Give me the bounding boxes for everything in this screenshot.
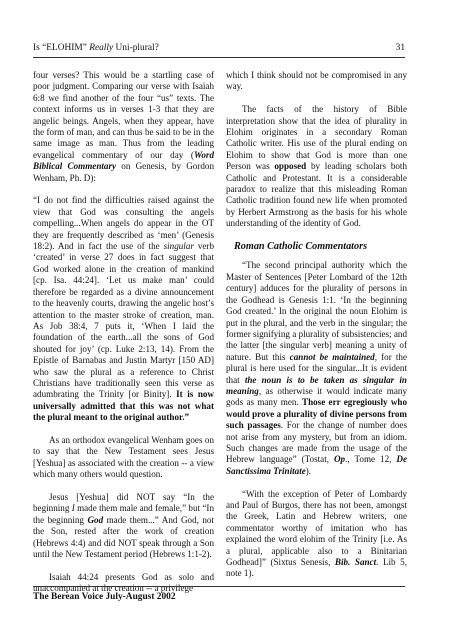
paragraph: As an orthodox evangelical Wenham goes on to say that the New Testament sees Jesus [Yeshua] as associated with the creation -- a view which many others would question. — [33, 434, 214, 480]
paragraph: four verses? This would be a startling case of poor judgment. Comparing our verse with Isaiah 6:8 we find another of the four “us” texts. The context informs us in verses 1-3 that they are angelic beings. Angels, when they appear, have the form of man, and can thus be said to be in the same image as man. Thus from the leading evangelical commentary of our day (Word Biblical Commentary on Genesis, by Gordon Wenham, Ph. D): — [33, 70, 215, 183]
footer-rule — [33, 586, 405, 587]
tostat-quote: “The second principal authority which the Master of Sentences [Peter Lombard of the 12th century] adduces for the plurality of persons in the Godhead is Genesis 1:1. ‘In the beginning God created.’ In the original the noun Elohim is put in the plural, and the verb in the singular; the former signifying a plurality of subsistencies; and the latter [the singular verb] meaning a unity of nature. But this cannot be maintained, for the plural is here used for the singular...It is evident that the noun is to be taken as singular in meaning, as otherwise it would indicate many gods as many men. Those err egregiously who would prove a plurality of divine persons from such passages. For the change of number does not arise from any mystery, but from an idiom. Such changes are made from the usage of the Hebrew language” (Tostat, Op., Tome 12, De Sanctissima Trinitate). — [226, 260, 407, 476]
running-header — [33, 43, 405, 53]
paragraph: Isaiah 44:24 presents God as solo and unaccompanied at the creation -- a privilege — [33, 571, 214, 594]
paragraph: Jesus [Yeshua] did NOT say “In the beginning I made them male and female,” but “In the beginning God made them...” And God, not the Son, rested after the work of creation (Hebrews 4:4) and did NOT speak through a Son until the New Testament period (Hebrews 1:1-2). — [33, 491, 214, 560]
left-column — [33, 70, 214, 595]
right-column — [226, 70, 407, 580]
paragraph: The facts of the history of Bible interpretation show that the idea of plurality in Elohim originates in a secondary Roman Catholic writer. His use of the plural ending on Elohim to show that God is more than one Person was opposed by leading scholars both Catholic and Protestant. It is a considerable paradox to realize that this misleading Roman Catholic tradition found new life when promoted by Herbert Armstrong as the basis for his whole understanding of the identity of God. — [226, 104, 407, 229]
wenham-quote: “I do not find the difficulties raised against the view that God was consulting the angels compelling...When angels do appear in the OT they are frequently described as ‘men’ (Genesis 18:2). And in fact the use of the singular verb ‘created’ in verse 27 does in fact suggest that God worked alone in the creation of mankind [cp. Isa. 44:24]. ‘Let us make man’ could therefore be regarded as a divine announcement to the heavenly courts, drawing the angelic host’s attention to the master stroke of creation, man. As Job 38:4, 7 puts it, ‘When I laid the foundation of the earth...all the sons of God shouted for joy’ (cp. Luke 2:13, 14). From the Epistle of Barnabas and Justin Martyr [150 AD] who saw the plural as a reference to Christ Christians have traditionally seen this verse as adumbrating the Trinity [or Binity]. It is now universally admitted that this was not what the plural meant to the original author.” — [33, 195, 215, 423]
header-title: Is “ELOHIM” Really Uni-plural? — [33, 43, 159, 53]
senesis-quote: “With the exception of Peter of Lombardy and Paul of Burgos, there has not been, amongst the Greek, Latin and Hebrew writers, one commentator worthy of imitation who has explained the word elohim of the Trinity [i.e. As a plural, applicable also to a Binitarian Godhead]” (Sixtus Senesis, Bib. Sanct. Lib 5, note 1). — [226, 488, 407, 579]
header-rule — [33, 57, 405, 58]
page-number: 31 — [395, 43, 405, 53]
section-heading: Roman Catholic Commentators — [234, 241, 368, 253]
footer-publication: The Berean Voice July-August 2002 — [33, 592, 176, 602]
paragraph: which I think should not be compromised in any way. — [226, 70, 407, 92]
